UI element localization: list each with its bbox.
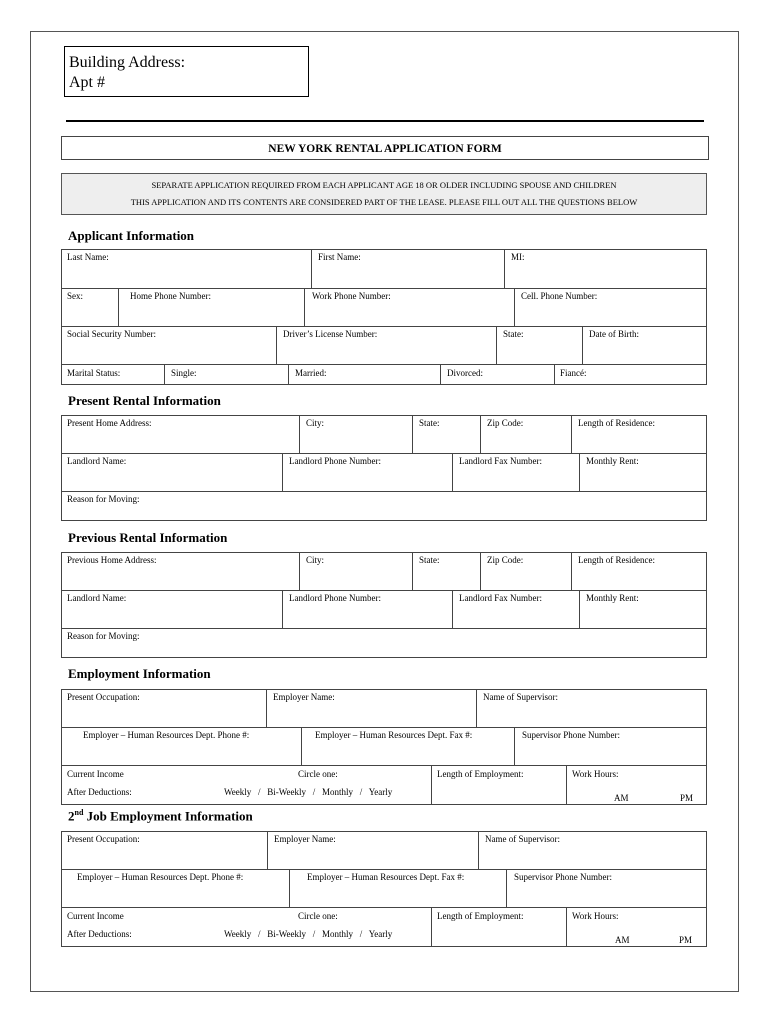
second-job-row-1 [62, 832, 706, 870]
previous-row-2 [62, 591, 706, 629]
notice-box [61, 173, 707, 215]
state-field[interactable] [497, 327, 583, 364]
single-field[interactable] [165, 365, 289, 384]
employment-row-3 [62, 766, 706, 804]
marital-status-label: Marital Status: [67, 368, 121, 378]
present-landlord-phone-field[interactable] [283, 454, 453, 491]
second-supervisor-name-label: Name of Supervisor: [485, 834, 560, 844]
marital-status-field[interactable] [62, 365, 165, 384]
previous-landlord-phone-label: Landlord Phone Number: [289, 593, 381, 603]
present-landlord-phone-label: Landlord Phone Number: [289, 456, 381, 466]
previous-zip-field[interactable] [481, 553, 572, 590]
home-phone-label: Home Phone Number: [130, 291, 211, 301]
present-address-label: Present Home Address: [67, 418, 152, 428]
applicant-row-2 [62, 289, 706, 327]
present-landlord-fax-field[interactable] [453, 454, 580, 491]
present-rental-table [61, 415, 707, 521]
fiance-field[interactable] [555, 365, 706, 384]
married-field[interactable] [289, 365, 441, 384]
state-label: State: [503, 329, 524, 339]
sex-field[interactable] [62, 289, 119, 326]
second-pm-label: PM [679, 935, 693, 945]
present-length-field[interactable] [572, 416, 706, 453]
dob-field[interactable] [583, 327, 706, 364]
second-supervisor-name-field[interactable] [479, 832, 706, 869]
second-employment-length-field[interactable] [432, 908, 567, 946]
present-state-label: State: [419, 418, 440, 428]
present-rent-label: Monthly Rent: [586, 456, 639, 466]
first-name-field[interactable] [312, 250, 505, 288]
previous-city-field[interactable] [300, 553, 413, 590]
present-landlord-fax-label: Landlord Fax Number: [459, 456, 542, 466]
second-after-deductions-label: After Deductions: [67, 929, 132, 939]
building-address-box[interactable] [64, 46, 309, 97]
income-label: Current Income [67, 769, 124, 779]
hr-phone-label: Employer – Human Resources Dept. Phone #: [83, 730, 250, 740]
second-work-hours-label: Work Hours: [572, 911, 619, 921]
cell-phone-field[interactable] [515, 289, 706, 326]
sex-label: Sex: [67, 291, 84, 301]
income-field[interactable] [62, 766, 432, 804]
previous-landlord-label: Landlord Name: [67, 593, 127, 603]
am-label: AM [614, 793, 629, 803]
married-label: Married: [295, 368, 327, 378]
dob-label: Date of Birth: [589, 329, 639, 339]
divorced-label: Divorced: [447, 368, 483, 378]
second-am-label: AM [615, 935, 630, 945]
supervisor-name-label: Name of Supervisor: [483, 692, 558, 702]
pay-frequency-options[interactable]: Weekly / Bi-Weekly / Monthly / Yearly [224, 787, 393, 797]
section-heading-employment: Employment Information [68, 666, 211, 681]
second-pay-frequency-options[interactable]: Weekly / Bi-Weekly / Monthly / Yearly [224, 929, 393, 939]
previous-length-label: Length of Residence: [578, 555, 655, 565]
second-employer-name-label: Employer Name: [274, 834, 336, 844]
work-hours-field[interactable] [567, 766, 706, 804]
work-hours-label: Work Hours: [572, 769, 619, 779]
supervisor-name-field[interactable] [477, 690, 706, 727]
first-name-label: First Name: [318, 252, 361, 262]
second-job-heading-sup: nd [74, 808, 84, 817]
previous-reason-field[interactable] [62, 629, 706, 657]
second-supervisor-phone-label: Supervisor Phone Number: [514, 872, 612, 882]
ssn-field[interactable] [62, 327, 277, 364]
mi-label: MI: [511, 252, 525, 262]
second-occupation-label: Present Occupation: [67, 834, 140, 844]
notice-line-1: SEPARATE APPLICATION REQUIRED FROM EACH APPLICANT AGE 18 OR OLDER INCLUDING SPOUSE AND CHILDREN [151, 180, 617, 190]
previous-row-1 [62, 553, 706, 591]
header-divider [66, 120, 704, 122]
last-name-label: Last Name: [67, 252, 109, 262]
license-label: Driver’s License Number: [283, 329, 378, 339]
present-address-field[interactable] [62, 416, 300, 453]
second-hr-phone-field[interactable] [62, 870, 290, 907]
hr-fax-label: Employer – Human Resources Dept. Fax #: [315, 730, 473, 740]
second-occupation-field[interactable] [62, 832, 268, 869]
previous-city-label: City: [306, 555, 325, 565]
license-field[interactable] [277, 327, 497, 364]
second-job-heading-num: 2 [68, 808, 75, 824]
previous-length-field[interactable] [572, 553, 706, 590]
applicant-row-4 [62, 365, 706, 384]
last-name-field[interactable] [62, 250, 312, 288]
work-phone-label: Work Phone Number: [312, 291, 391, 301]
employer-name-label: Employer Name: [273, 692, 335, 702]
home-phone-field[interactable] [119, 289, 305, 326]
applicant-row-3 [62, 327, 706, 365]
second-supervisor-phone-field[interactable] [507, 870, 706, 907]
previous-address-field[interactable] [62, 553, 300, 590]
employer-name-field[interactable] [267, 690, 477, 727]
previous-reason-label: Reason for Moving: [67, 631, 140, 641]
present-landlord-field[interactable] [62, 454, 283, 491]
mi-field[interactable] [505, 250, 706, 288]
employment-length-label: Length of Employment: [437, 769, 524, 779]
previous-state-field[interactable] [413, 553, 481, 590]
employment-row-2 [62, 728, 706, 766]
present-zip-field[interactable] [481, 416, 572, 453]
hr-phone-field[interactable] [62, 728, 302, 765]
second-income-label: Current Income [67, 911, 124, 921]
employment-row-1 [62, 690, 706, 728]
cell-phone-label: Cell. Phone Number: [521, 291, 598, 301]
previous-address-label: Previous Home Address: [67, 555, 157, 565]
previous-state-label: State: [419, 555, 440, 565]
section-heading-second-job [68, 808, 253, 824]
occupation-label: Present Occupation: [67, 692, 140, 702]
work-phone-field[interactable] [305, 289, 515, 326]
supervisor-phone-field[interactable] [515, 728, 706, 765]
hr-fax-field[interactable] [302, 728, 515, 765]
present-row-3 [62, 492, 706, 520]
previous-landlord-fax-field[interactable] [453, 591, 580, 628]
present-rent-field[interactable] [580, 454, 706, 491]
second-income-field[interactable] [62, 908, 432, 946]
present-city-label: City: [306, 418, 325, 428]
previous-rent-label: Monthly Rent: [586, 593, 639, 603]
occupation-field[interactable] [62, 690, 267, 727]
second-job-table [61, 831, 707, 947]
second-employment-length-label: Length of Employment: [437, 911, 524, 921]
second-job-heading-text: Job Employment Information [83, 808, 253, 824]
present-reason-field[interactable] [62, 492, 706, 520]
present-city-field[interactable] [300, 416, 413, 453]
previous-row-3 [62, 629, 706, 657]
present-state-field[interactable] [413, 416, 481, 453]
present-reason-label: Reason for Moving: [67, 494, 140, 504]
single-label: Single: [171, 368, 197, 378]
applicant-row-1 [62, 250, 706, 289]
fiance-label: Fiancé: [560, 368, 587, 378]
section-heading-present-rental: Present Rental Information [68, 393, 221, 408]
previous-landlord-phone-field[interactable] [283, 591, 453, 628]
second-hr-fax-field[interactable] [290, 870, 507, 907]
applicant-table [61, 249, 707, 385]
second-job-row-3 [62, 908, 706, 946]
second-circle-one-label: Circle one: [298, 911, 338, 921]
present-row-1 [62, 416, 706, 454]
second-job-row-2 [62, 870, 706, 908]
second-work-hours-field[interactable] [567, 908, 706, 946]
pm-label: PM [680, 793, 694, 803]
ssn-label: Social Security Number: [67, 329, 156, 339]
previous-rental-table [61, 552, 707, 658]
second-employer-name-field[interactable] [268, 832, 479, 869]
present-landlord-label: Landlord Name: [67, 456, 127, 466]
present-length-label: Length of Residence: [578, 418, 655, 428]
apt-label: Apt # [69, 74, 105, 91]
notice-line-2: THIS APPLICATION AND ITS CONTENTS ARE CONSIDERED PART OF THE LEASE. PLEASE FILL OUT ALL THE QUESTIONS BELOW [130, 197, 638, 207]
section-heading-applicant: Applicant Information [68, 228, 195, 243]
building-address-label: Building Address: [69, 54, 186, 71]
previous-rent-field[interactable] [580, 591, 706, 628]
circle-one-label: Circle one: [298, 769, 338, 779]
employment-length-field[interactable] [432, 766, 567, 804]
previous-landlord-fax-label: Landlord Fax Number: [459, 593, 542, 603]
after-deductions-label: After Deductions: [67, 787, 132, 797]
form-title: NEW YORK RENTAL APPLICATION FORM [61, 136, 709, 160]
present-zip-label: Zip Code: [487, 418, 524, 428]
employment-table [61, 689, 707, 805]
section-heading-previous-rental: Previous Rental Information [68, 530, 228, 545]
previous-zip-label: Zip Code: [487, 555, 524, 565]
divorced-field[interactable] [441, 365, 555, 384]
present-row-2 [62, 454, 706, 492]
second-hr-phone-label: Employer – Human Resources Dept. Phone #: [77, 872, 244, 882]
second-hr-fax-label: Employer – Human Resources Dept. Fax #: [307, 872, 465, 882]
previous-landlord-field[interactable] [62, 591, 283, 628]
supervisor-phone-label: Supervisor Phone Number: [522, 730, 620, 740]
